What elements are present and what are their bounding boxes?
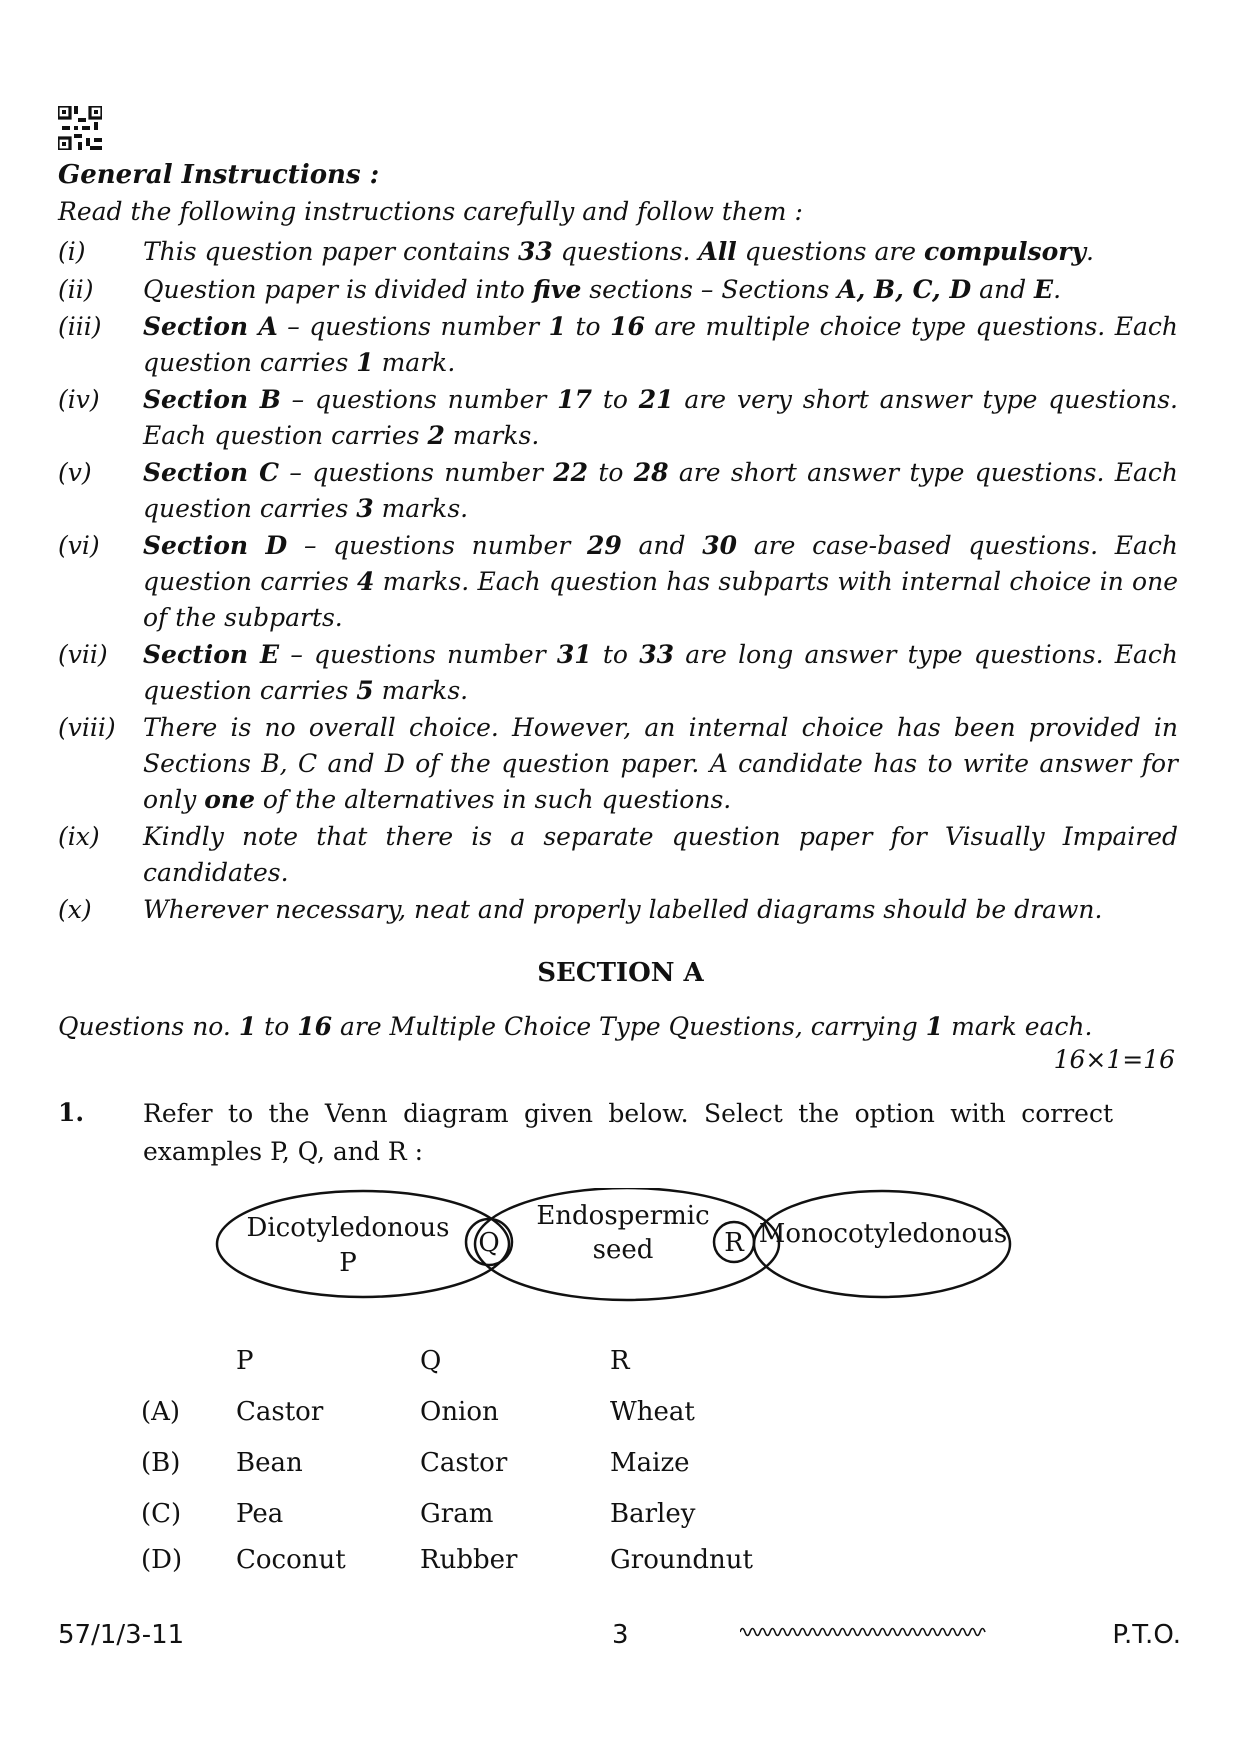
bold-text: 28 <box>633 458 669 487</box>
option-a-r: Wheat <box>610 1397 695 1427</box>
bold-text: 1 <box>548 312 567 341</box>
option-b-label[interactable]: (B) <box>141 1448 181 1478</box>
bold-text: 29 <box>587 531 622 560</box>
question-number: 1. <box>58 1098 85 1127</box>
qr-code-icon <box>58 106 102 150</box>
instruction-number: (vi) <box>58 531 100 560</box>
bold-text: Section C <box>143 458 280 487</box>
bold-text: 2 <box>427 421 445 450</box>
bold-text: 3 <box>356 494 374 523</box>
bold-text: 30 <box>702 531 738 560</box>
option-a-p: Castor <box>236 1397 324 1427</box>
section-title: SECTION A <box>537 958 704 988</box>
instruction-number: (ix) <box>58 822 100 851</box>
option-d-q: Rubber <box>420 1545 518 1575</box>
bold-text: 31 <box>556 640 592 669</box>
option-c-q: Gram <box>420 1499 494 1529</box>
instruction-item <box>58 710 1178 818</box>
instruction-text: Question paper is divided into five sections – Sections A, B, C, D and E. <box>143 275 1062 304</box>
venn-left-letter: P <box>339 1248 357 1278</box>
instruction-item <box>58 382 1178 454</box>
venn-right-label: Monocotyledonous <box>758 1219 1008 1249</box>
option-d-label[interactable]: (D) <box>141 1545 183 1575</box>
bold-text: 17 <box>557 385 592 414</box>
bold-text: Section A <box>143 312 278 341</box>
instruction-number: (x) <box>58 895 92 924</box>
instruction-number: (v) <box>58 458 92 487</box>
option-c-p: Pea <box>236 1499 284 1529</box>
wave-decoration-icon <box>740 1625 990 1639</box>
instruction-text: Section E – questions number 31 to 33 are long answer type questions. Each question carries 5 marks. <box>143 640 1178 705</box>
bold-text: 1 <box>925 1012 944 1041</box>
instruction-number: (iv) <box>58 385 100 414</box>
option-c-r: Barley <box>610 1499 696 1529</box>
general-instructions-title: General Instructions : <box>58 160 380 190</box>
bold-text: 1 <box>238 1012 257 1041</box>
instruction-item <box>58 637 1178 709</box>
instruction-item <box>58 892 1178 928</box>
options-header-p: P <box>236 1346 254 1376</box>
option-a-label[interactable]: (A) <box>141 1397 181 1427</box>
instruction-number: (viii) <box>58 713 116 742</box>
pto-label: P.T.O. <box>1112 1620 1181 1650</box>
instruction-item <box>58 309 1178 381</box>
instruction-text: Wherever necessary, neat and properly labelled diagrams should be drawn. <box>143 895 1103 924</box>
option-d-r: Groundnut <box>610 1545 753 1575</box>
option-d-p: Coconut <box>236 1545 346 1575</box>
instruction-text: There is no overall choice. However, an internal choice has been provided in Sections B, C and D of the question paper. A candidate has to write answer for only one of the alternatives in such questions. <box>143 713 1178 814</box>
instruction-text: Section C – questions number 22 to 28 are short answer type questions. Each question carries 3 marks. <box>143 458 1179 523</box>
option-c-label[interactable]: (C) <box>141 1499 182 1529</box>
bold-text: 5 <box>356 676 374 705</box>
instruction-text: Section D – questions number 29 and 30 are case-based questions. Each question carries 4 marks. Each question has subparts with internal choice in one of the subparts. <box>143 531 1179 632</box>
instruction-text: This question paper contains 33 questions. All questions are compulsory. <box>143 237 1094 266</box>
instruction-number: (iii) <box>58 312 102 341</box>
option-a-q: Onion <box>420 1397 499 1427</box>
option-b-r: Maize <box>610 1448 690 1478</box>
instruction-number: (ii) <box>58 275 94 304</box>
bold-text: Section E <box>143 640 280 669</box>
general-instructions-intro: Read the following instructions carefully and follow them : <box>58 197 803 226</box>
instruction-item <box>58 272 1178 308</box>
bold-text: 16 <box>297 1012 333 1041</box>
bold-text: 4 <box>356 567 375 596</box>
bold-text: Section D <box>143 531 288 560</box>
instruction-item <box>58 455 1178 527</box>
bold-text: compulsory <box>924 237 1086 266</box>
venn-center-label-2: seed <box>592 1235 654 1265</box>
bold-text: 22 <box>553 458 589 487</box>
venn-left-label: Dicotyledonous <box>246 1213 450 1243</box>
bold-text: five <box>532 275 582 304</box>
options-header-q: Q <box>420 1346 442 1376</box>
bold-text: A, B, C, D <box>837 275 972 304</box>
option-b-q: Castor <box>420 1448 508 1478</box>
bold-text: 33 <box>518 237 553 266</box>
bold-text: 21 <box>638 385 674 414</box>
bold-text: one <box>204 785 255 814</box>
instruction-number: (i) <box>58 237 86 266</box>
bold-text: 16 <box>610 312 645 341</box>
instruction-item <box>58 528 1178 636</box>
bold-text: E <box>1034 275 1054 304</box>
instruction-item <box>58 819 1178 891</box>
section-description: Questions no. 1 to 16 are Multiple Choice Type Questions, carrying 1 mark each. <box>58 1012 1093 1041</box>
options-header-r: R <box>610 1346 630 1376</box>
question-text: Refer to the Venn diagram given below. Select the option with correct examples P, Q, and R : <box>143 1099 1113 1166</box>
page-number: 3 <box>612 1620 629 1650</box>
venn-diagram <box>215 1188 1015 1308</box>
venn-r-letter: R <box>724 1228 744 1258</box>
instruction-number: (vii) <box>58 640 108 669</box>
instruction-text: Section A – questions number 1 to 16 are multiple choice type questions. Each question carries 1 mark. <box>143 312 1178 377</box>
paper-code: 57/1/3-11 <box>58 1620 185 1650</box>
instruction-text: Kindly note that there is a separate question paper for Visually Impaired candidates. <box>143 822 1178 887</box>
bold-text: 33 <box>639 640 674 669</box>
section-marks: 16×1=16 <box>1053 1045 1175 1074</box>
bold-text: Section B <box>143 385 281 414</box>
instruction-item <box>58 234 1178 270</box>
option-b-p: Bean <box>236 1448 303 1478</box>
instruction-text: Section B – questions number 17 to 21 are very short answer type questions. Each question carries 2 marks. <box>143 385 1178 450</box>
venn-center-label-1: Endospermic <box>536 1201 710 1231</box>
bold-text: All <box>698 237 737 266</box>
bold-text: 1 <box>356 348 374 377</box>
venn-q-letter: Q <box>478 1228 500 1258</box>
